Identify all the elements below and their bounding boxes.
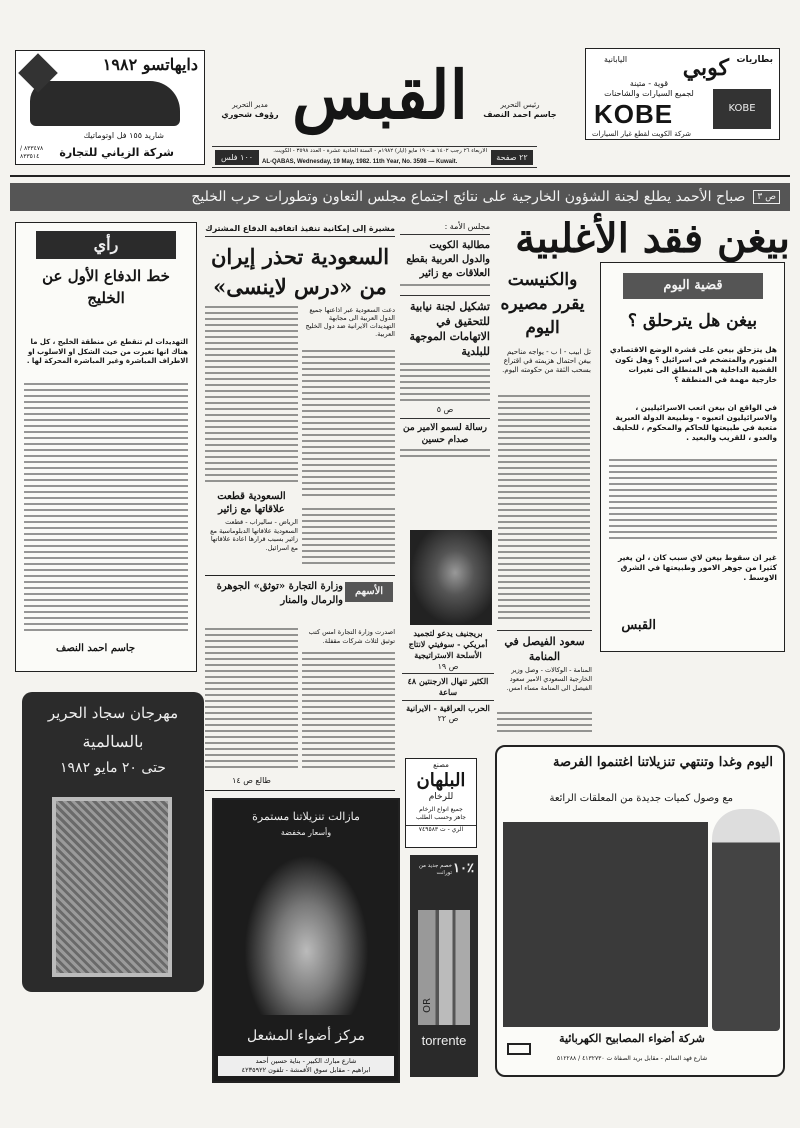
opinion-signature: جاسم احمد النصف [56,643,136,654]
bilhan-small: مصنع [433,761,449,769]
editor-in-chief-name: جاسم احمد النصف [483,110,557,119]
saudi-kicker: مشيرة إلى إمكانية تنفيذ اتفاقية الدفاع المشترك [205,224,395,237]
carpet-image [52,797,172,977]
stocks-bottom-rule [205,790,395,791]
stocks-body-left [205,628,298,772]
carpet-line-3: حتى ٢٠ مايو ١٩٨٢ [60,760,166,776]
bilhan-phone: الري - ت ٧٤٩٥٨٣ [406,825,476,834]
terylene-ad [495,745,785,1077]
brief-iraq-iran: الحرب العراقية - الايرانية [402,700,494,714]
opinion-body-text [24,383,188,633]
photo-page-ref: ص ١٩ [437,662,459,671]
newspaper-logo: القبس [292,56,468,134]
brief-iraq-iran-page-ref: ص ٢٢ [437,714,459,723]
kobe-tagline-1: قوية - متينة [629,79,669,88]
battery-icon [713,89,771,129]
editor-in-chief [470,100,570,120]
chandelier-store-name: مركز أضواء المشعل [246,1028,366,1044]
issue-paragraph-2: في الواقع ان بيغن اتعب الاسرائيليين ، والاسرائيليون اتعبوه - وطبيعة الدولة العبرية متعبة في طبيعتها للحاكم والمحكوم ، للحليف والعدو ، للقريب والبعيد . [612,403,777,442]
carpet-line-2: بالسالمية [82,732,144,751]
banner-page-ref: ص ٣ [753,190,780,204]
chandelier-line-2: وأسعار مخفضة [280,828,332,837]
issue-label: قضية اليوم [623,273,763,299]
opinion-column [15,222,197,672]
price: ١٠٠ فلس [215,150,259,165]
faisal-body-text [497,712,592,736]
opinion-headline: خط الدفاع الأول عن الخليج [42,267,170,307]
bilhan-ad [405,758,477,848]
terylene-sub: مع وصول كميات جديدة من المعلقات الرائعة [549,793,733,804]
faisal-text: المنامة - الوكالات - وصل وزير الخارجية السعودي الامير سعود الفيصل الى المنامة مساء امس. [506,666,592,692]
lead-intro: تل ابيب - ا ب - يواجه مناحيم بيغن احتمال هزيمته في اقتراع بسحب الثقة من حكومته اليوم. [502,348,591,374]
zaire-headline: السعودية قطعت علاقاتها مع زائير [217,491,286,515]
photo-and-briefs [402,628,494,724]
terylene-address: شارع فهد السالم - مقابل بريد الصفاة ت ٤١٣٢٧٣٠ / ٥١٢٢٨٨ [556,1055,708,1062]
issue-title: بيغن هل يترحلق ؟ [627,311,758,331]
saudi-intro: دعت السعودية عبر اذاعتها جميع الدول العربية الى مجابهة التهديدات الايرانية ضد دول الخليج العربية. [305,306,395,338]
torrente-ad [410,855,478,1077]
brezhnev-photo [410,530,492,625]
daihatsu-company: شركة الزياني للتجارة [59,146,174,159]
managing-editor-label: مدير التحرير [232,101,268,109]
banner-text: صباح الأحمد يطلع لجنة الشؤون الخارجية على نتائج اجتماع مجلس التعاون وتطورات حرب الخليج [191,189,746,205]
majlis-body-text [400,363,490,403]
saudi-body-right [302,350,395,500]
daihatsu-ad [15,50,205,165]
bilhan-line-1: جميع انواع الرخام [419,806,463,813]
editor-in-chief-label: رئيس التحرير [500,101,540,109]
kobe-company: شركة الكويت لقطع غيار السيارات [592,130,692,138]
saudi-body-right-2 [302,508,395,568]
torrente-brand: torrente [421,1033,467,1048]
dateline-ar: الاربعاء ٢٦ رجب ١٤٠٢ هـ - ١٩ مايو (أيار) ١٩٨٢م - السنة الحادية عشرة - العدد ٣٥٩٨ - الكويت. [273,148,487,154]
torrente-mark: OR [421,998,433,1013]
stocks-text: اصدرت وزارة التجارة امس كتب توثيق لثلاث شركات مقفلة. [308,628,395,645]
chandelier-image [244,855,369,1015]
lamp-logo-icon [507,1043,531,1055]
chandelier-address-1: شارع مبارك الكبير - بناية حسين أحمد [255,1057,357,1065]
stocks-body-right [302,652,395,772]
bilhan-sub: للرخام [428,792,454,802]
bilhan-name: البلهان [416,770,466,791]
daihatsu-phones: ٨٣٣٤٧٨ / ٨٣٣٥١٤ [20,145,44,160]
carpet-ad [22,692,204,992]
chandelier-line-1: مازالت تنزيلاتنا مستمرة [252,810,360,823]
issue-paragraph-1: هل يتزحلق بيغن على قشرة الوضع الاقتصادي المتورم والمتضخم في اسرائيل ؟ وهل تكون القضية الداخلية هي المنطلق الى تغيرات خارجية مهمة في المنطقة ؟ [609,345,777,384]
torrente-discount: ٪١٠ [453,861,474,876]
majlis-letter-text [400,449,490,461]
majlis-item-1-text [400,284,490,290]
issue-body-text [609,459,777,543]
chandelier-ad [212,798,400,1083]
carpet-line-1: مهرجان سجاد الحرير [47,704,179,722]
kobe-tagline-2: لجميع السيارات والشاحنات [604,89,694,98]
managing-editor [210,100,290,120]
stocks-headline: وزارة التجارة «توثق» الجوهرة والرمال والمنار [216,581,343,606]
curtain-image [503,822,708,1027]
chandelier-address-2: ابراهيم - مقابل سوق الأقمشة - تلفون ٤٢٣٥٩٢٢ [241,1066,371,1074]
dateline-en: AL-QABAS, Wednesday, 19 May, 1982. 11th Year, No. 3598 — Kuwait. [262,159,458,165]
page-count: ٢٢ صفحة [491,150,533,165]
stocks-page-ref: طالع ص ١٤ [232,776,271,785]
issue-paragraph-3: غير ان سقوط بيغن لاي سبب كان ، لن يغير كثيرا من جوهر الامور وطبيعتها في الشرق الاوسط . [617,553,777,582]
photo-caption: بريجنيف يدعو لتجميد أمريكي - سوفيتي لانتاج الأسلحة الاستراتيجية [408,628,488,660]
brief-argentina: الكثير تنهال الارجنتين ٤٨ ساعة [402,673,494,698]
daihatsu-title: دايهاتسو ١٩٨٢ [102,55,198,74]
kobe-origin: اليابانية [604,55,628,64]
lead-subhead: والكنيست يقرر مصيره اليوم [500,270,585,338]
majlis-letter-headline: رسالة لسمو الامير من صدام حسين [400,418,490,446]
issue-of-the-day-box [600,262,785,652]
faisal-headline: سعود الفيصل في المنامة [497,630,592,664]
majlis-item-1: مطالبة الكويت والدول العربية بقطع العلاقات مع زائير [406,240,490,279]
kobe-brand-ar: كوبي [682,55,729,81]
chandelier-address [218,1056,394,1076]
header-rule [10,175,790,177]
kobe-brand: KOBE [594,99,674,129]
opinion-label: رأي [36,231,176,259]
banner-headline [10,183,790,211]
torrente-text: خصم جديد من تورانت [418,863,452,876]
car-image [30,81,180,126]
zaire-story [205,490,298,552]
man-figure-image [712,809,780,1031]
kobe-ad [585,48,780,140]
daihatsu-model: شاريد ١٥٥ فل اوتوماتيك [83,131,164,140]
kobe-label: بطاريات [736,55,773,65]
majlis-column [400,222,490,522]
majlis-label: مجلس الأمة : [400,222,490,235]
terylene-company: شركة أضواء المصابيح الكهربائية [559,1032,705,1045]
stocks-rule [205,575,395,576]
saudi-headline: السعودية تحذر إيران من «درس لاينسى» [210,244,390,299]
lead-body-text [498,395,590,620]
saudi-body-left [205,306,298,486]
lead-headline: بيغن فقد الأغلبية [515,215,790,262]
kobe-tagline [594,79,704,99]
zaire-text: الرياض - ساليراب - قطعت السعودية علاقاتها الدبلوماسية مع زائير بسبب قرارها اعادة علاقاتها مع اسرائيل. [210,518,298,552]
battery-label: KOBE [728,103,756,114]
issue-signature: القبس [621,618,656,633]
dateline-strip [212,146,537,168]
managing-editor-name: رؤوف شحوري [221,110,279,119]
majlis-page-ref: ص ٥ [436,405,454,414]
bilhan-line-2: جاهز وحسب الطلب [416,814,466,821]
terylene-headline: اليوم وغدا وتنتهي تنزيلاتنا اغتنموا الفرصة [553,755,773,770]
stocks-label: الأسهم [345,582,393,602]
opinion-intro: التهديدات لم تنقطع عن منطقة الخليج ، كل ما هناك انها تغيرت من حيث الشكل او الاسلوب او الاطراف المباشرة وغير المباشرة المحركة لها . [26,338,188,365]
majlis-item-2: تشكيل لجنة نيابية للتحقيق في الاتهامات الموجهة للبلدية [400,295,490,359]
